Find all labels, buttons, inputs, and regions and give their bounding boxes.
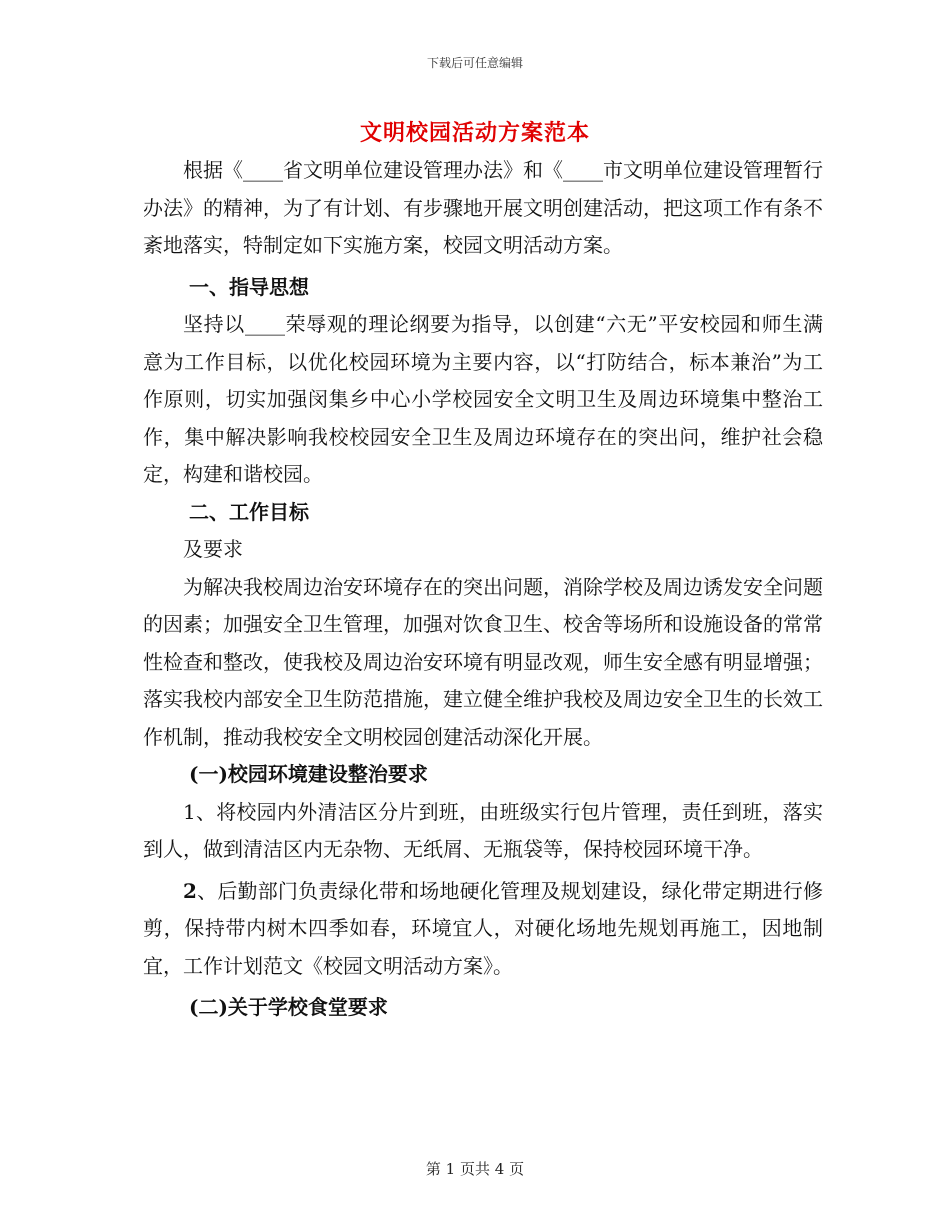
work-goals-paragraph: 为解决我校周边治安环境存在的突出问题，消除学校及周边诱发安全问题的因素；加强安全卫生管理，加强对饮食卫生、校舍等场所和设施设备的常常性检查和整改，使我校及周边治安环境有明显改观，师生安全感有明显增强；落实我校内部安全卫生防范措施，建立健全维护我校及周边安全卫生的长效工作机制，推动我校安全文明校园创建活动深化开展。	[143, 574, 823, 749]
subsection-heading-campus-environment: (一)校园环境建设整治要求	[189, 762, 428, 786]
list-item-1: 1、将校园内外清洁区分片到班，由班级实行包片管理，责任到班，落实到人，做到清洁区内无杂物、无纸屑、无瓶袋等，保持校园环境干净。	[143, 799, 823, 861]
header-note: 下载后可任意编辑	[426, 56, 523, 70]
subsection-heading-canteen: (二)关于学校食堂要求	[189, 995, 388, 1019]
section-heading-work-goals: 二、工作目标	[189, 499, 309, 524]
guiding-ideology-paragraph: 坚持以____荣辱观的理论纲要为指导，以创建“六无”平安校园和师生满意为工作目标，以优化校园环境为主要内容，以“打防结合，标本兼治”为工作原则，切实加强闵集乡中心小学校园安全文明卫生及周边环境集中整治工作，集中解决影响我校校园安全卫生及周边环境存在的突出问，维护社会稳定，构建和谐校园。	[143, 312, 823, 486]
document-body	[143, 152, 823, 1027]
list-item-2-number: 2	[183, 878, 197, 903]
document-title: 文明校园活动方案范本	[359, 120, 590, 146]
list-item-2-text: 、后勤部门负责绿化带和场地硬化管理及规划建设，绿化带定期进行修剪，保持带内树木四季如春，环境宜人，对硬化场地先规划再施工，因地制宜，工作计划范文《校园文明活动方案》。	[143, 878, 823, 978]
list-item-2	[143, 873, 823, 986]
section-heading-guiding-ideology: 一、指导思想	[189, 274, 309, 299]
intro-paragraph: 根据《____省文明单位建设管理办法》和《____市文明单位建设管理暂行办法》的精神，为了有计划、有步骤地开展文明创建活动，把这项工作有条不紊地落实，特制定如下实施方案，校园文明活动方案。	[143, 158, 823, 257]
work-goals-continuation: 及要求	[183, 537, 243, 561]
page-footer: 第 1 页共 4 页	[425, 1160, 525, 1178]
